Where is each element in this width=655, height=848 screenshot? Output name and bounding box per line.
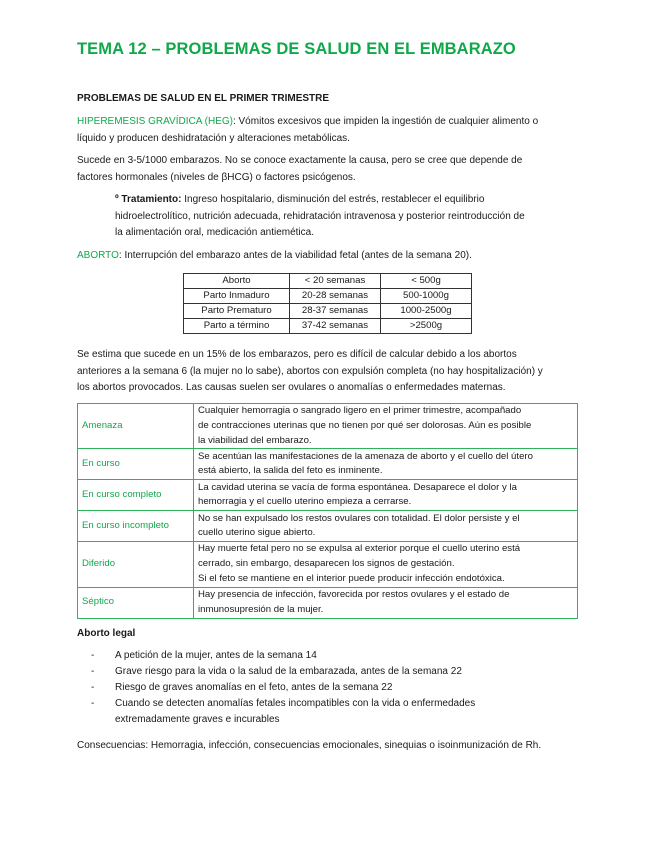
table-row bbox=[78, 511, 578, 542]
estimate-paragraph: Se estima que sucede en un 15% de los embarazos, pero es difícil de calcular debido a los abortos anteriores a la semana 6 (la mujer no lo sabe), abortos con expulsión completa (no hay hospitalización) y los abortos provocados. Las causas suelen ser ovulares o anomalías o enfermedades maternas. bbox=[77, 349, 543, 394]
list-item: Grave riesgo para la vida o la salud de la embarazada, antes de la semana 22 bbox=[115, 666, 462, 677]
table-row bbox=[78, 449, 578, 480]
type-description: Hay muerte fetal pero no se expulsa al exterior porque el cuello uterino está cerrado, sin embargo, desaparecen los signos de gestación. Si el feto se mantiene en el interior puede producir infección endotóxica. bbox=[194, 542, 578, 587]
table-row: Parto Inmaduro 20-28 semanas 500-1000g bbox=[184, 289, 472, 304]
type-label: En curso completo bbox=[78, 480, 194, 511]
gestation-classification-table bbox=[183, 273, 472, 334]
table-row: Aborto < 20 semanas < 500g bbox=[184, 274, 472, 289]
type-description: No se han expulsado los restos ovulares con totalidad. El dolor persiste y el cuello uterino sigue abierto. bbox=[194, 511, 578, 542]
type-label: Séptico bbox=[78, 587, 194, 618]
table-row bbox=[78, 480, 578, 511]
treatment-label: º Tratamiento: bbox=[115, 194, 182, 205]
page-title: TEMA 12 – PROBLEMAS DE SALUD EN EL EMBARAZO bbox=[77, 40, 516, 58]
bullet-marker: - bbox=[91, 698, 95, 709]
list-item: A petición de la mujer, antes de la semana 14 bbox=[115, 650, 317, 661]
table-row bbox=[78, 587, 578, 618]
type-label: Amenaza bbox=[78, 404, 194, 449]
section-title: PROBLEMAS DE SALUD EN EL PRIMER TRIMESTRE bbox=[77, 93, 330, 104]
treatment-paragraph: º Tratamiento: Ingreso hospitalario, disminución del estrés, restablecer el equilibrio hidroelectrolítico, nutrición adecuada, rehidratación intravenosa y posterior reintroducción de la alimentación oral, medicación antiemética. bbox=[115, 194, 525, 239]
type-description: Hay presencia de infección, favorecida por restos ovulares y el estado de inmunosupresión de la mujer. bbox=[194, 587, 578, 618]
bullet-marker: - bbox=[91, 650, 95, 661]
bullet-marker: - bbox=[91, 666, 95, 677]
type-description: La cavidad uterina se vacía de forma espontánea. Desaparece el dolor y la hemorragia y el cuello uterino empieza a cerrarse. bbox=[194, 480, 578, 511]
heg-definition: Vómitos excesivos que impiden la ingestión de cualquier alimento o bbox=[238, 116, 539, 127]
table-row: Parto Prematuro 28-37 semanas 1000-2500g bbox=[184, 304, 472, 319]
list-item: Cuando se detecten anomalías fetales incompatibles con la vida o enfermedades extremadamente graves e incurables bbox=[115, 698, 476, 725]
type-label: En curso bbox=[78, 449, 194, 480]
table-row: Parto a término 37-42 semanas >2500g bbox=[184, 319, 472, 334]
type-description: Cualquier hemorragia o sangrado ligero en el primer trimestre, acompañado de contracciones uterinas que no tienen por qué ser dolorosas. Aún es posible la viabilidad del embarazo. bbox=[194, 404, 578, 449]
list-item: Riesgo de graves anomalías en el feto, antes de la semana 22 bbox=[115, 682, 393, 693]
heg-term: HIPEREMESIS GRAVÍDICA (HEG) bbox=[77, 116, 233, 127]
type-label: En curso incompleto bbox=[78, 511, 194, 542]
type-description: Se acentúan las manifestaciones de la amenaza de aborto y el cuello del útero está abierto, la salida del feto es inminente. bbox=[194, 449, 578, 480]
abortion-types-table bbox=[77, 403, 578, 619]
aborto-term: ABORTO bbox=[77, 250, 119, 261]
bullet-marker: - bbox=[91, 682, 95, 693]
consequences-paragraph: Consecuencias: Hemorragia, infección, consecuencias emocionales, sinequias o isoinmunización de Rh. bbox=[77, 740, 542, 751]
table-row bbox=[78, 404, 578, 449]
heg-paragraph: HIPEREMESIS GRAVÍDICA (HEG): Vómitos excesivos que impiden la ingestión de cualquier alimento o líquido y producen deshidratación y alteraciones metabólicas. bbox=[77, 116, 539, 144]
incidence-paragraph: Sucede en 3-5/1000 embarazos. No se conoce exactamente la causa, pero se cree que depende de factores hormonales (niveles de βHCG) o factores psicógenos. bbox=[77, 155, 523, 183]
type-label: Diferido bbox=[78, 542, 194, 587]
legal-abortion-heading: Aborto legal bbox=[77, 628, 136, 639]
aborto-definition: ABORTO: Interrupción del embarazo antes de la viabilidad fetal (antes de la semana 20). bbox=[77, 250, 472, 261]
table-row bbox=[78, 542, 578, 587]
